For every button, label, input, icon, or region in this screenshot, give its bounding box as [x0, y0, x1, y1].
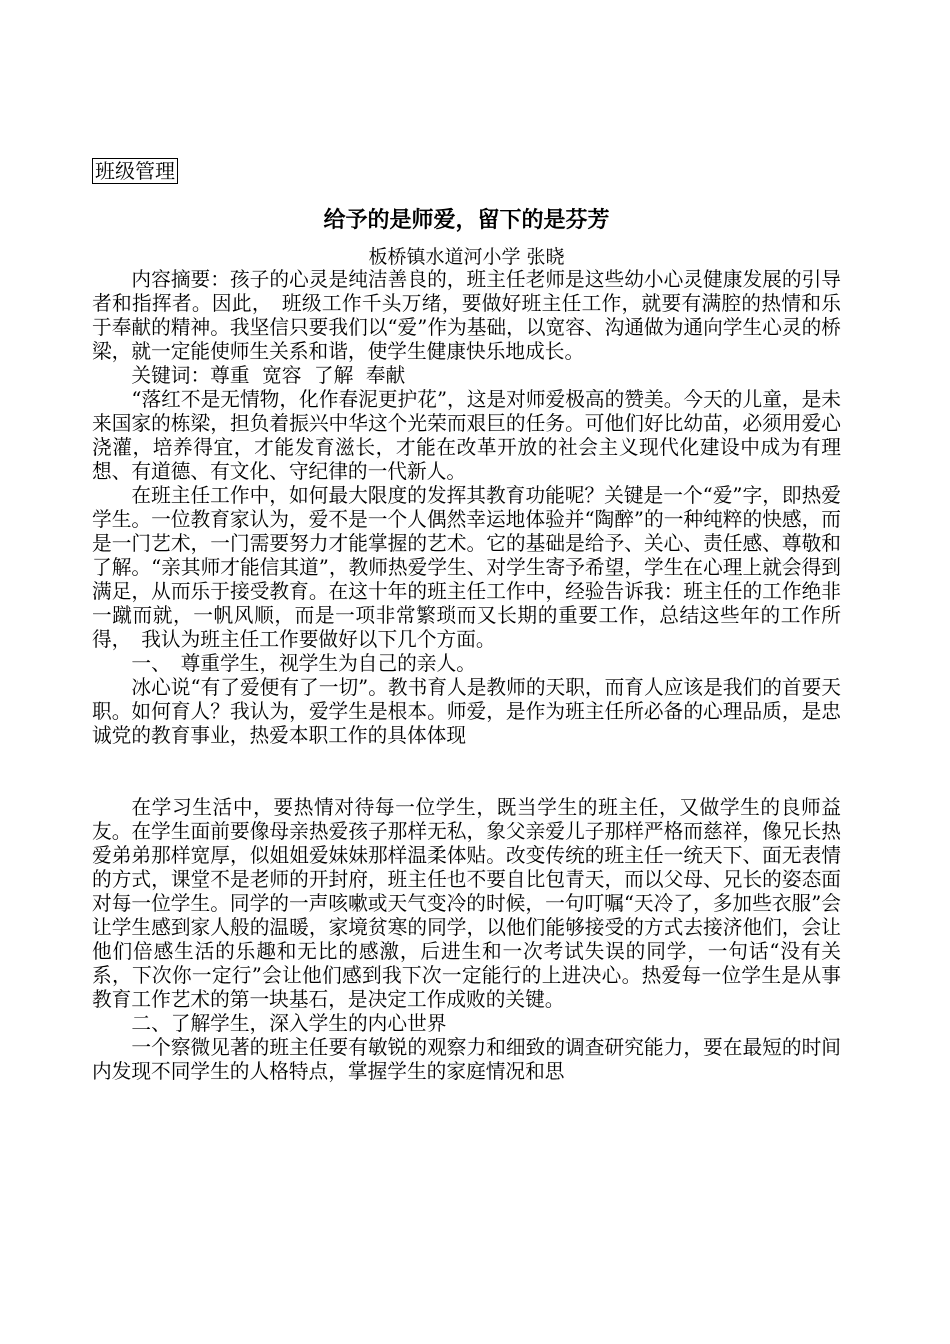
body-paragraph: “落红不是无情物，化作春泥更护花”，这是对师爱极高的赞美。今天的儿童，是未来国家的栋梁，担负着振兴中华这个光荣而艰巨的任务。可他们好比幼苗，必须用爱心浇灌，培养得宜，才能发育滋长，才能在改革开放的社会主义现代化建设中成为有理想、有道德、有文化、守纪律的一代新人。 — [92, 388, 841, 483]
section-heading-2: 二、了解学生，深入学生的内心世界 — [131, 1012, 447, 1035]
document-page — [92, 158, 841, 1084]
category-tag: 班级管理 — [92, 158, 178, 184]
section-heading-1: 一、 尊重学生，视学生为自己的亲人。 — [131, 652, 476, 675]
article-title: 给予的是师爱，留下的是芬芳 — [323, 208, 610, 233]
keywords-line: 关键词：尊重 宽容 了解 奉献 — [131, 364, 406, 387]
body-paragraph: 一个察微见著的班主任要有敏锐的观察力和细致的调查研究能力，要在最短的时间内发现不同学生的人格特点，掌握学生的家庭情况和思 — [92, 1036, 841, 1083]
body-paragraph: 在学习生活中，要热情对待每一位学生，既当学生的班主任，又做学生的良师益友。在学生面前要像母亲热爱孩子那样无私，象父亲爱儿子那样严格而慈祥，像兄长热爱弟弟那样宽厚，似姐姐爱妹妹那样温柔体贴。改变传统的班主任一统天下、面无表情的方式，课堂不是老师的开封府，班主任也不要自比包青天，而以父母、兄长的姿态面对每一位学生。同学的一声咳嗽或天气变冷的时候，一句叮嘱“天冷了，多加些衣服”会让学生感到家人般的温暖，家境贫寒的同学，以他们能够接受的方式去接济他们，会让他们倍感生活的乐趣和无比的感激，后进生和一次考试失误的同学，一句话“没有关系，下次你一定行”会让他们感到我下次一定能行的上进决心。热爱每一位学生是从事教育工作艺术的第一块基石，是决定工作成败的关键。 — [92, 796, 841, 1011]
abstract-paragraph: 内容摘要：孩子的心灵是纯洁善良的，班主任老师是这些幼小心灵健康发展的引导者和指挥者。因此， 班级工作千头万绪，要做好班主任工作，就要有满腔的热情和乐于奉献的精神。我坚信只要我们以“爱”作为基础，以宽容、沟通做为通向学生心灵的桥梁，就一定能使师生关系和谐，使学生健康快乐地成长。 — [92, 268, 841, 363]
body-paragraph: 在班主任工作中，如何最大限度的发挥其教育功能呢？关键是一个“爱”字，即热爱学生。一位教育家认为，爱不是一个人偶然幸运地体验并“陶醉”的一种纯粹的快感，而是一门艺术，一门需要努力才能掌握的艺术。它的基础是给予、关心、责任感、尊敬和了解。“亲其师才能信其道”，教师热爱学生、对学生寄予希望，学生在心理上就会得到满足，从而乐于接受教育。在这十年的班主任工作中，经验告诉我：班主任的工作绝非一蹴而就，一帆风顺，而是一项非常繁琐而又长期的重要工作，总结这些年的工作所得， 我认为班主任工作要做好以下几个方面。 — [92, 484, 841, 651]
author-line: 板桥镇水道河小学 张晓 — [368, 246, 565, 268]
body-paragraph: 冰心说“有了爱便有了一切”。教书育人是教师的天职，而育人应该是我们的首要天职。如何育人？我认为，爱学生是根本。师爱，是作为班主任所必备的心理品质，是忠诚党的教育事业，热爱本职工作的具体体现 — [92, 676, 841, 747]
paragraph-gap — [92, 748, 841, 796]
